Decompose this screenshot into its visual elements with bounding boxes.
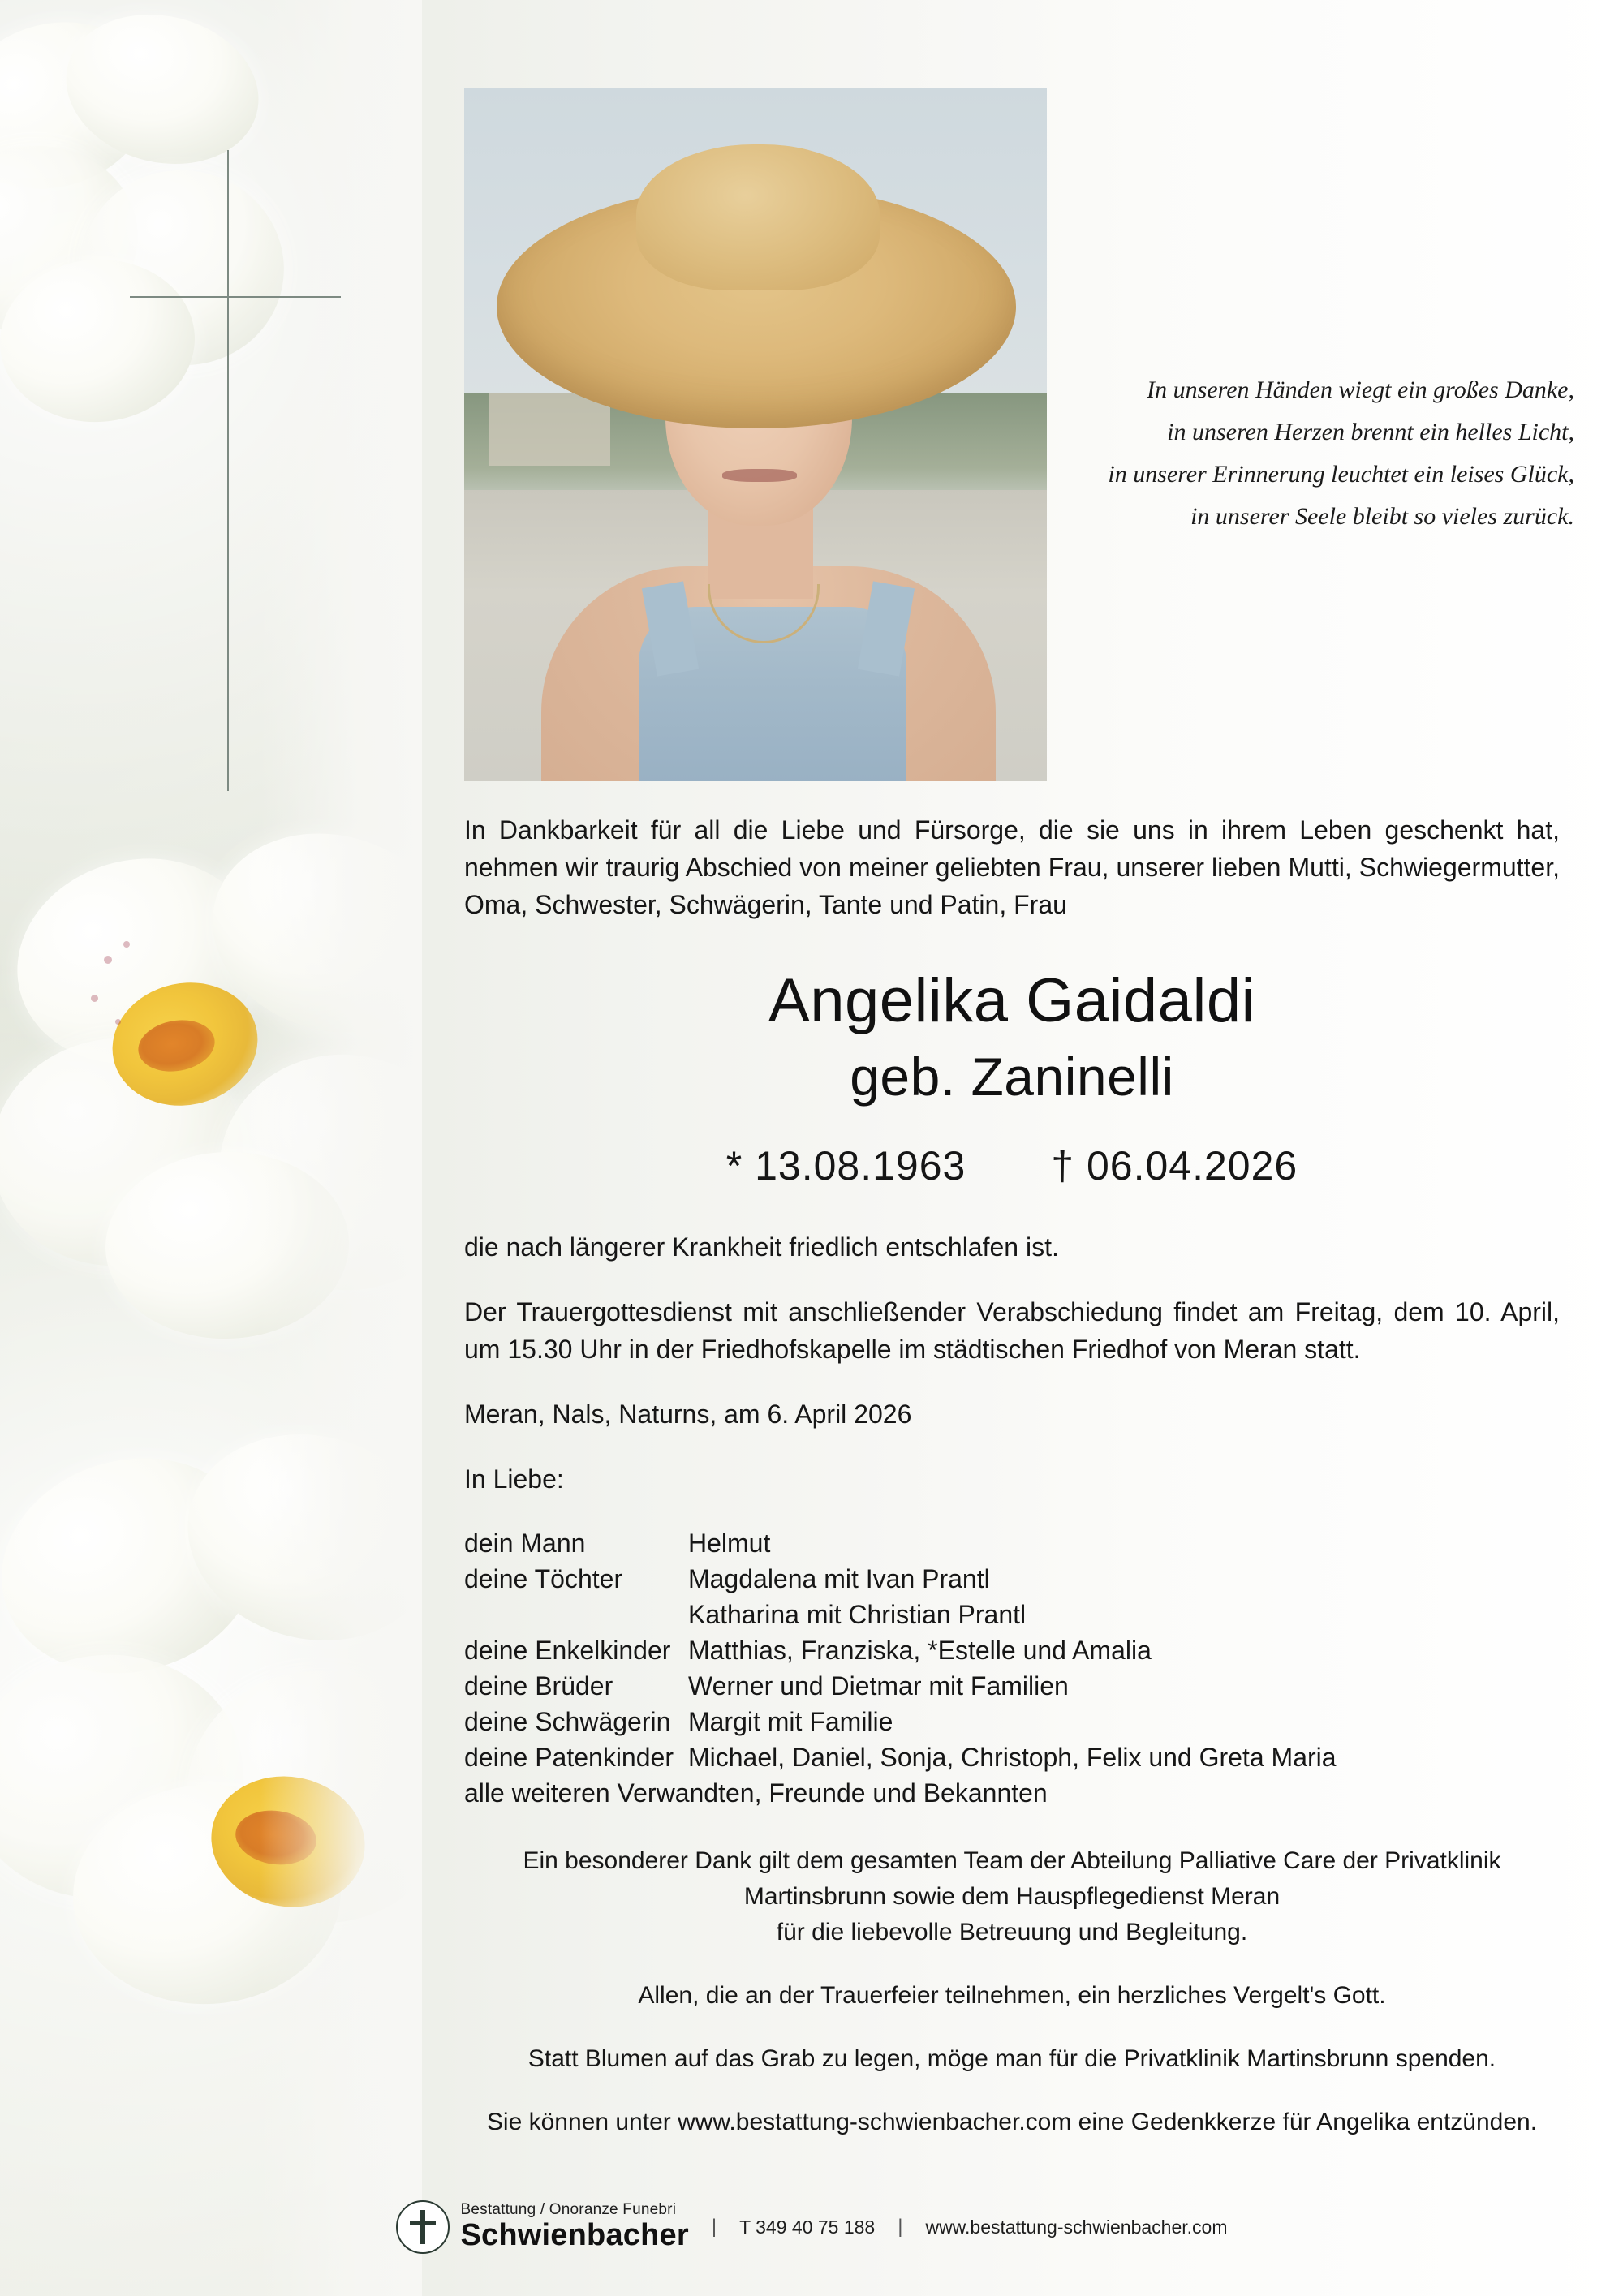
thanks-line-1: Ein besonderer Dank gilt dem gesamten Team der Abteilung Palliative Care der Privatklinik xyxy=(523,1847,1501,1874)
family-names: Michael, Daniel, Sonja, Christoph, Felix und Greta Maria xyxy=(687,1743,1337,1772)
family-role: deine Enkelkinder xyxy=(464,1636,671,1665)
poem-line-1: In unseren Händen wiegt ein großes Danke, xyxy=(1147,376,1574,403)
places-and-date: Meran, Nals, Naturns, am 6. April 2026 xyxy=(464,1400,912,1429)
family-role: deine Töchter xyxy=(464,1564,623,1593)
footer-separator-1: | xyxy=(711,2216,717,2238)
deceased-name xyxy=(464,962,1560,1110)
footer-website[interactable]: www.bestattung-schwienbacher.com xyxy=(925,2216,1228,2238)
photo-building xyxy=(489,393,610,466)
family-row xyxy=(464,1597,1337,1632)
family-table xyxy=(464,1525,1337,1775)
donation-note: Statt Blumen auf das Grab zu legen, möge man für die Privatklinik Martinsbrunn spenden. xyxy=(527,2045,1496,2072)
footer-bar xyxy=(0,2200,1623,2254)
family-row xyxy=(464,1632,1337,1668)
all-relatives-text: alle weiteren Verwandten, Freunde und Bekannten xyxy=(464,1778,1048,1808)
thanks-line-3: für die liebevolle Betreuung und Begleitung. xyxy=(776,1919,1248,1946)
funeral-home-logo xyxy=(396,2200,689,2254)
service-details: Der Trauergottesdienst mit anschließender Verabschiedung findet am Freitag, dem 10. April, um 15.30 Uhr in der Friedhofskapelle im städtischen Friedhof von Meran statt. xyxy=(464,1297,1560,1364)
family-role: dein Mann xyxy=(464,1529,586,1558)
family-role: deine Patenkinder xyxy=(464,1743,674,1772)
family-names: Katharina mit Christian Prantl xyxy=(687,1600,1027,1629)
obituary-content xyxy=(464,811,1560,2140)
poem-line-2: in unseren Herzen brennt ein helles Licht, xyxy=(1167,419,1574,445)
family-names: Werner und Dietmar mit Familien xyxy=(687,1671,1069,1701)
family-names: Magdalena mit Ivan Prantl xyxy=(687,1564,990,1593)
cross-icon xyxy=(130,150,341,791)
special-thanks xyxy=(464,1843,1560,1950)
footer-separator-2: | xyxy=(898,2216,903,2238)
thanks-line-2: Martinsbrunn sowie dem Hauspflegedienst Meran xyxy=(743,1883,1281,1910)
intro-text: In Dankbarkeit für all die Liebe und Fürsorge, die sie uns in ihrem Leben geschenkt hat, nehmen wir traurig Abschied von meiner geliebten Frau, unserer lieben Mutti, Schwiegermutter, Oma, Schwester, Schwägerin, Tante und Patin, Frau xyxy=(464,815,1560,919)
passing-text: die nach längerer Krankheit friedlich entschlafen ist. xyxy=(464,1232,1059,1262)
family-row xyxy=(464,1525,1337,1561)
life-dates xyxy=(464,1142,1560,1189)
portrait-photo xyxy=(464,88,1047,781)
family-names: Margit mit Familie xyxy=(687,1707,893,1736)
family-names: Helmut xyxy=(687,1529,771,1558)
family-row xyxy=(464,1668,1337,1704)
family-names: Matthias, Franziska, *Estelle und Amalia xyxy=(687,1636,1152,1665)
photo-mouth xyxy=(722,469,797,482)
family-row xyxy=(464,1561,1337,1597)
family-row xyxy=(464,1704,1337,1739)
attendance-note: Allen, die an der Trauerfeier teilnehmen, ein herzliches Vergelt's Gott. xyxy=(638,1982,1386,2009)
birth-date: * 13.08.1963 xyxy=(725,1143,966,1189)
family-role: deine Schwägerin xyxy=(464,1707,671,1736)
family-role: deine Brüder xyxy=(464,1671,613,1701)
candle-note: Sie können unter www.bestattung-schwienbacher.com eine Gedenkkerze für Angelika entzünden. xyxy=(486,2109,1538,2135)
footer-phone: T 349 40 75 188 xyxy=(739,2216,876,2238)
death-date: † 06.04.2026 xyxy=(1051,1143,1298,1189)
brand-name xyxy=(461,2202,689,2253)
cross-horizontal-bar xyxy=(130,296,341,298)
deceased-maiden-name: geb. Zaninelli xyxy=(850,1047,1174,1107)
memorial-poem xyxy=(1006,369,1574,538)
family-role xyxy=(464,1597,688,1632)
cross-vertical-bar xyxy=(227,150,229,791)
logo-cross-icon xyxy=(396,2200,450,2254)
photo-hat-crown xyxy=(636,144,880,290)
family-list xyxy=(464,1525,1560,1811)
family-row xyxy=(464,1739,1337,1775)
brand-title: Schwienbacher xyxy=(460,2217,689,2252)
in-love-label: In Liebe: xyxy=(464,1464,564,1494)
brand-subtitle: Bestattung / Onoranze Funebri xyxy=(460,2200,677,2218)
poem-line-3: in unserer Erinnerung leuchtet ein leises Glück, xyxy=(1108,461,1574,488)
deceased-full-name: Angelika Gaidaldi xyxy=(768,966,1255,1035)
poem-line-4: in unserer Seele bleibt so vieles zurück. xyxy=(1190,503,1574,530)
